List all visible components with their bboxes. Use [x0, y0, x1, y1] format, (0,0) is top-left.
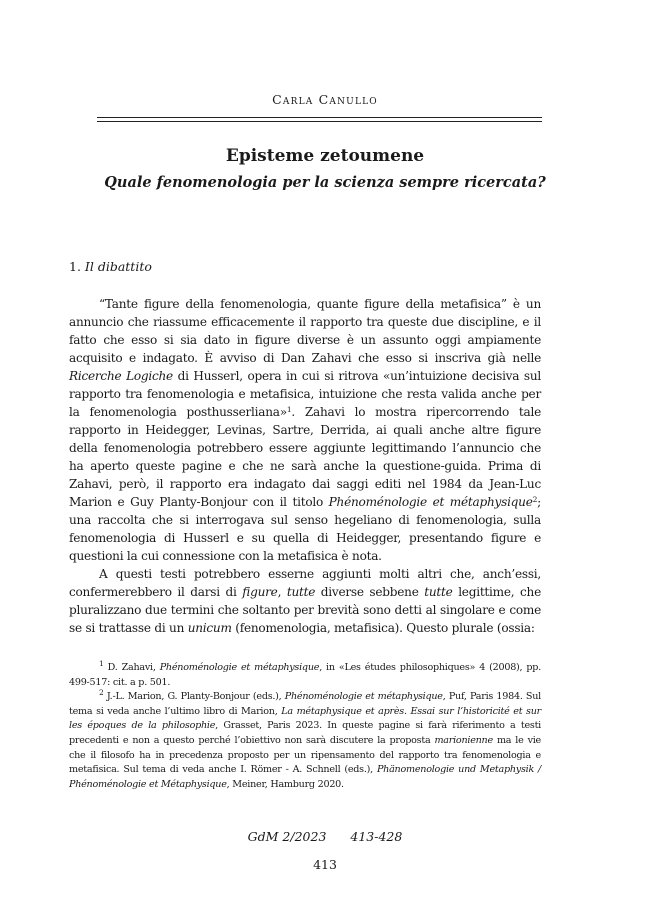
- footnote-2: $^2$ J.-L. Marion, G. Planty-Bonjour (eds.), Phénoménologie et métaphysique, Puf, Paris 1984. Sul tema si veda anche l’ultimo libro di Marion, La métaphysique et après. Essai sur l’historicité et sur les époques de la philosophie, Grasset, Paris 2023. In queste pagine si farà riferimento a testi precedenti e non a questo perché l’obiettivo non sarà discutere la proposta marionienne ma le vie che il filosofo ha in precedenza proposto per un ripensamento del rapporto tra fenomenologia e metafisica. Sul tema di veda anche I. Römer - A. Schnell (eds.), Phänomenologie und Metaphysik / Phénoménologie et Métaphysique, Meiner, Hamburg 2020.: [69, 688, 541, 790]
- body-text: [69, 295, 541, 637]
- header-rule-top: [97, 117, 542, 118]
- page-number: 413: [313, 857, 337, 872]
- footnote-ref-1[interactable]: 1: [286, 405, 292, 414]
- journal-issue: GdM 2/2023: [247, 829, 327, 844]
- paragraph-1: “Tante figure della fenomenologia, quante figure della metafisica” è un annuncio che riassume efficacemente il rapporto tra queste due discipline, e il fatto che esso si sia dato in figure diverse è un assunto oggi ampiamente acquisito e indagato. È avviso di Dan Zahavi che esso si inscriva già nelle Ricerche Logiche di Husserl, opera in cui si ritrova «un’intuizione decisiva sul rapporto tra fenomenologia e metafisica, intuizione che resta valida anche per la fenomenologia posthusserliana»$^1$. Zahavi lo mostra ripercorrendo tale rapporto in Heidegger, Levinas, Sartre, Derrida, ai quali anche altre figure della fenomenologia potrebbero essere aggiunte legittimando l’annuncio che ha aperto queste pagine e che ne sarà anche la questione-guida. Prima di Zahavi, però, il rapporto era indagato dai saggi editi nel 1984 da Jean-Luc Marion e Guy Planty-Bonjour con il titolo Phénoménologie et métaphysique$^2$; una raccolta che si interrogava sul senso hegeliano di fenomenologia, sulla fenomenologia di Husserl e su quella di Heidegger, presentando figure e questioni la cui connessione con la metafisica è nota.: [69, 297, 542, 563]
- article-title: Episteme zetoumene: [225, 146, 425, 166]
- footnote-1: $^1$ D. Zahavi, Phénoménologie et métaphysique, in «Les études philosophiques» 4 (2008), pp. 499-517: cit. a p. 501.: [69, 659, 541, 688]
- paragraph-2: A questi testi potrebbero esserne aggiunti molti altri che, anch’essi, confermerebbero il darsi di figure, tutte diverse sebbene tutte legittime, che pluralizzano due termini che soltanto per brevità sono detti al singolare e come se si trattasse di un unicum (fenomenologia, metafisica). Questo plurale (ossia:: [69, 567, 541, 635]
- section-number: 1.: [69, 259, 81, 274]
- footnote-ref-2[interactable]: 2: [532, 495, 538, 504]
- running-header-author: Carla Canullo: [272, 92, 378, 107]
- journal-pages: 413-428: [350, 829, 403, 844]
- journal-reference: [0, 829, 650, 844]
- section-title: Il dibattito: [84, 259, 152, 274]
- article-subtitle: Quale fenomenologia per la scienza sempre ricercata?: [104, 174, 546, 191]
- header-rule-bottom: [97, 121, 542, 122]
- section-heading: [69, 259, 152, 274]
- footnotes: [69, 661, 541, 792]
